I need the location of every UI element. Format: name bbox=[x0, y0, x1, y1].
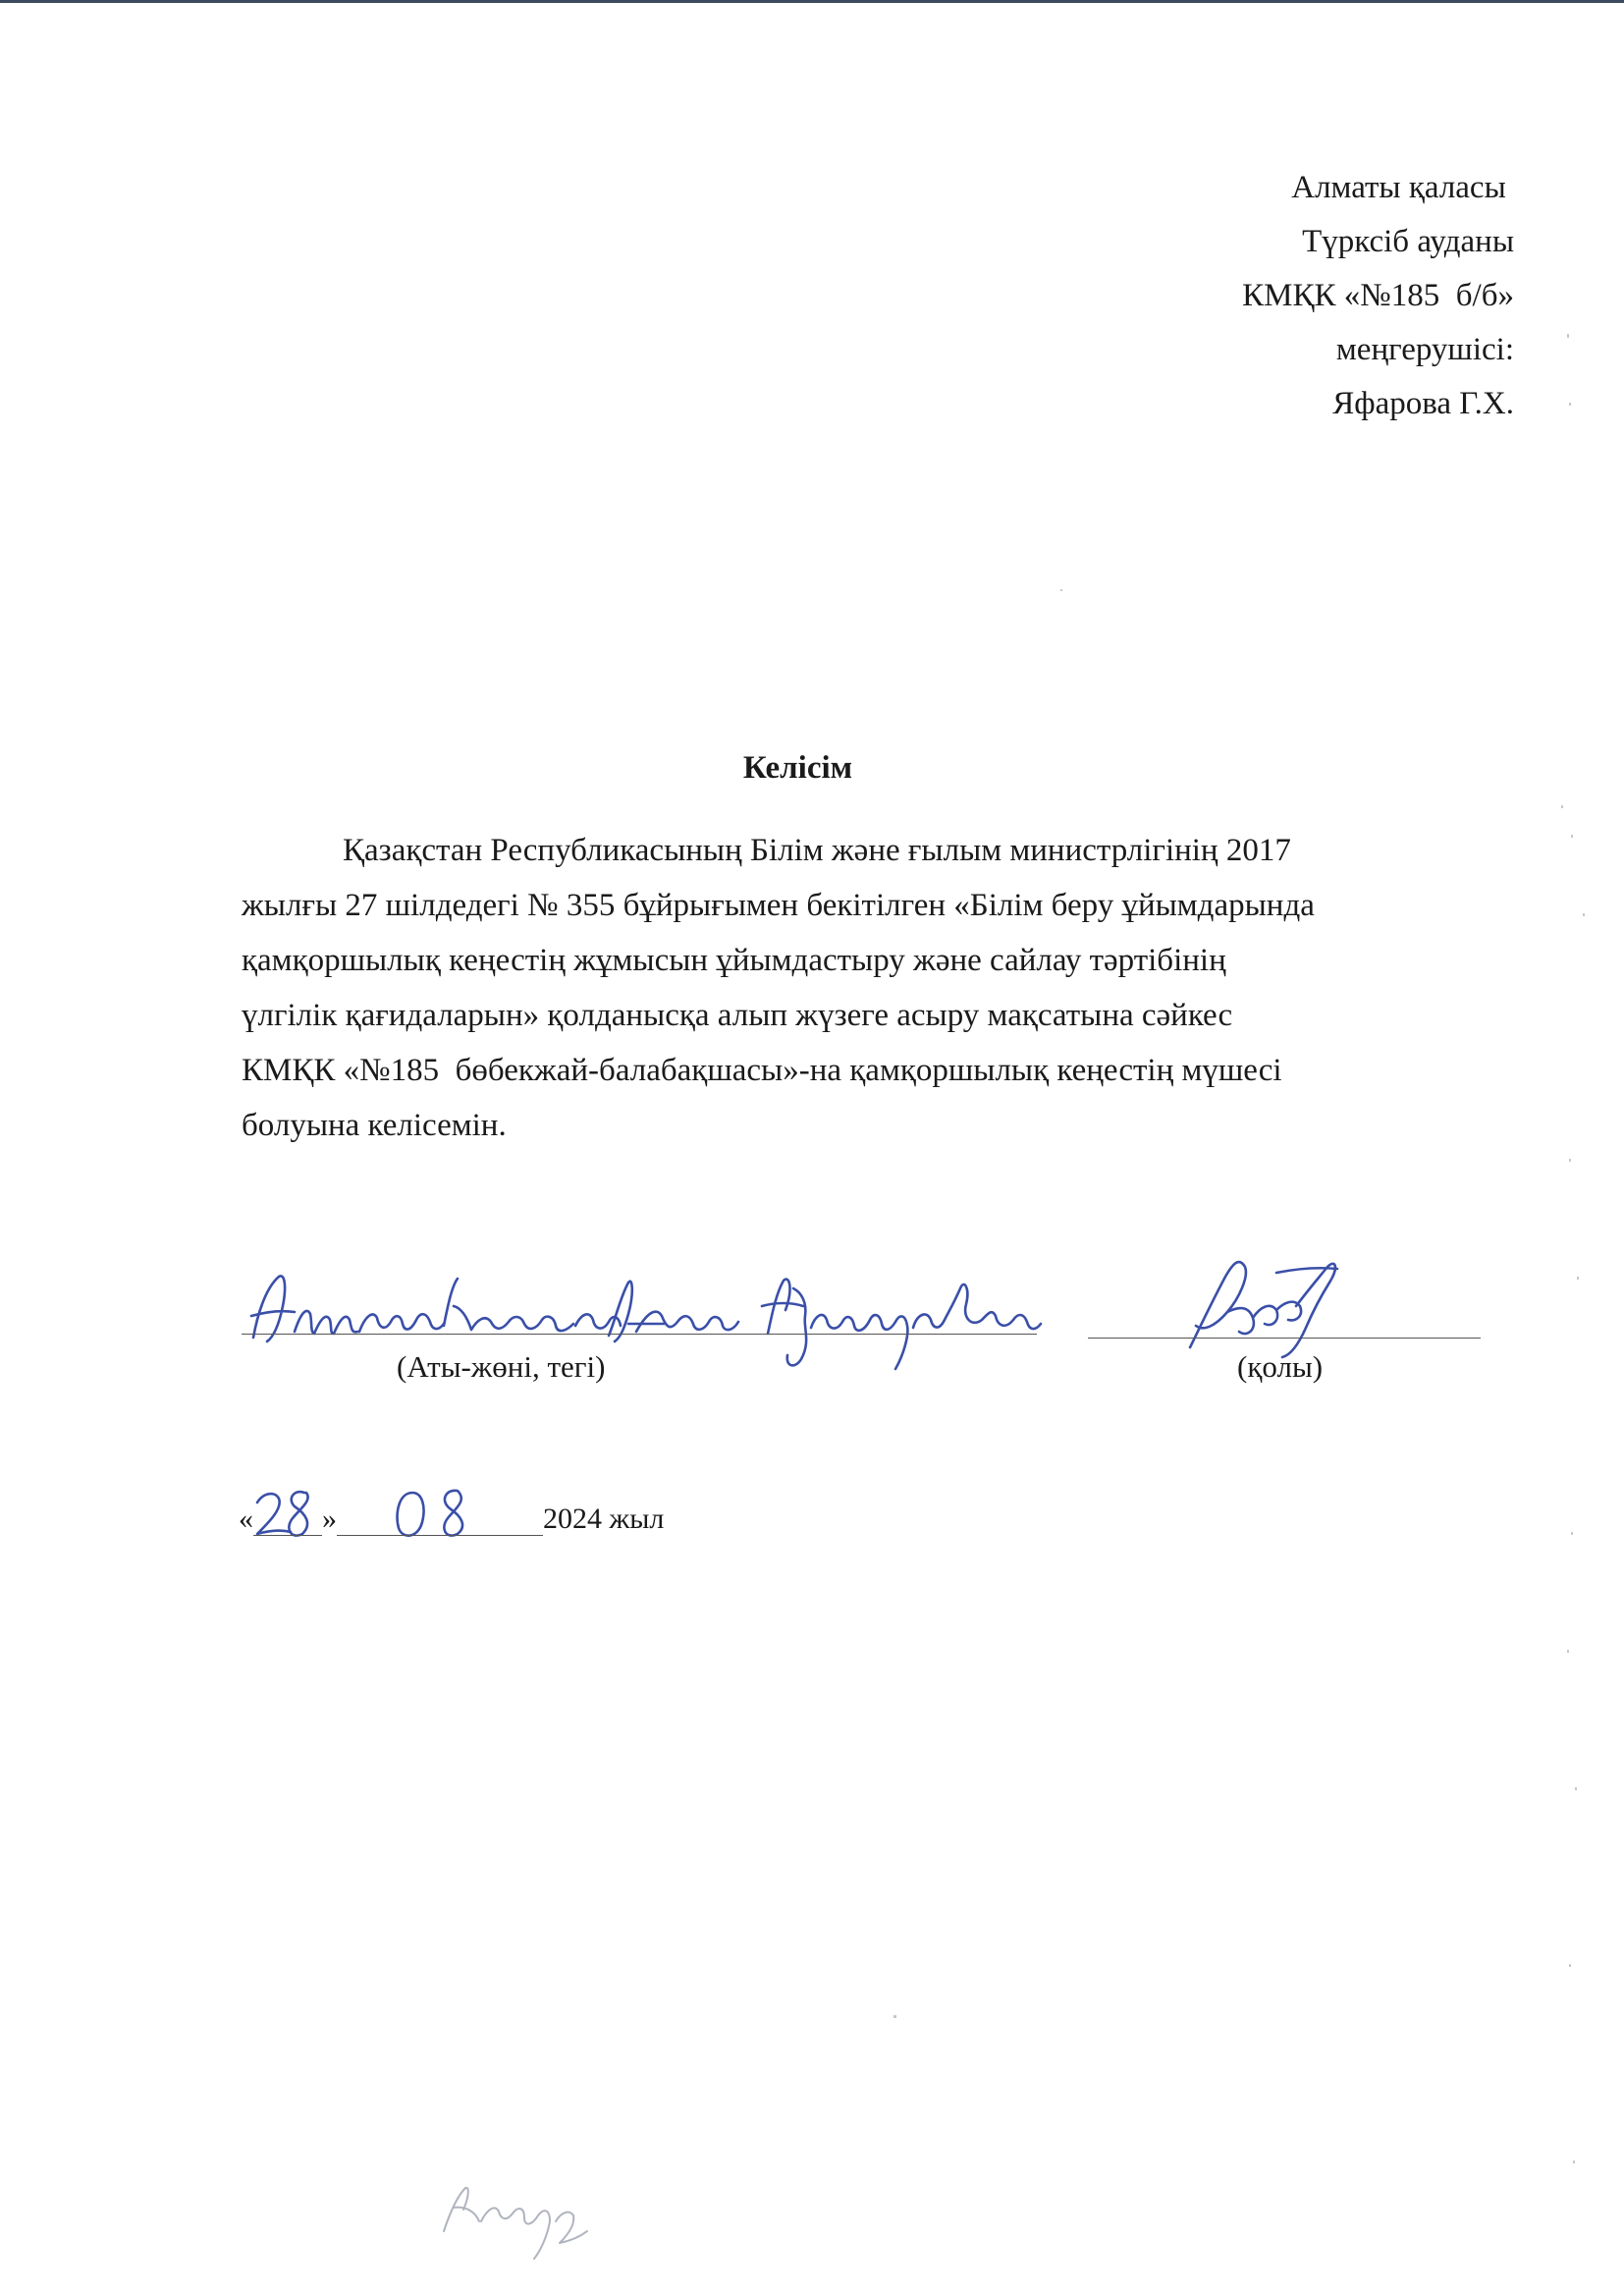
signature-scrawl bbox=[1190, 1262, 1337, 1357]
paragraph-line: КМҚК «№185 бөбекжай-балабақшасы»-на қамқоршылық кеңестің мүшесі bbox=[242, 1053, 1282, 1088]
date-year: 2024 жыл bbox=[543, 1503, 665, 1535]
scan-artifacts bbox=[893, 334, 1585, 2163]
addressee-position: меңгерушісі: bbox=[1335, 332, 1514, 367]
handwritten-name bbox=[251, 1276, 1041, 1369]
signature-caption: (қолы) bbox=[1237, 1349, 1324, 1384]
date-close-quote: » bbox=[322, 1503, 337, 1535]
date-day-blank bbox=[253, 1505, 322, 1536]
addressee-city: Алматы қаласы bbox=[1291, 170, 1514, 205]
name-underline bbox=[242, 1334, 1037, 1335]
addressee-district: Түрксіб ауданы bbox=[1302, 224, 1514, 259]
signature-underline bbox=[1088, 1338, 1481, 1339]
document-title: Келісім bbox=[742, 750, 853, 786]
name-caption: (Аты-жөні, тегі) bbox=[397, 1349, 606, 1384]
paragraph-line: жылғы 27 шілдедегі № 355 бұйрығымен бекітілген «Білім беру ұйымдарында bbox=[242, 888, 1315, 923]
date-row bbox=[239, 1503, 664, 1536]
paragraph-line: қамқоршылық кеңестің жұмысын ұйымдастыру және сайлау тәртібінің bbox=[242, 943, 1226, 978]
addressee-organization: КМҚК «№185 б/б» bbox=[1242, 278, 1514, 313]
addressee-name: Яфарова Г.Х. bbox=[1332, 386, 1514, 421]
paragraph-line: болуына келісемін. bbox=[242, 1108, 507, 1143]
pencil-initials bbox=[444, 2188, 587, 2259]
paragraph-line: үлгілік қағидаларын» қолданысқа алып жүзеге асыру мақсатына сәйкес bbox=[242, 998, 1233, 1033]
paragraph-line: Қазақстан Республикасының Білім және ғылым министрлігінің 2017 bbox=[343, 833, 1291, 868]
date-open-quote: « bbox=[239, 1503, 253, 1535]
date-month-blank bbox=[337, 1505, 543, 1536]
